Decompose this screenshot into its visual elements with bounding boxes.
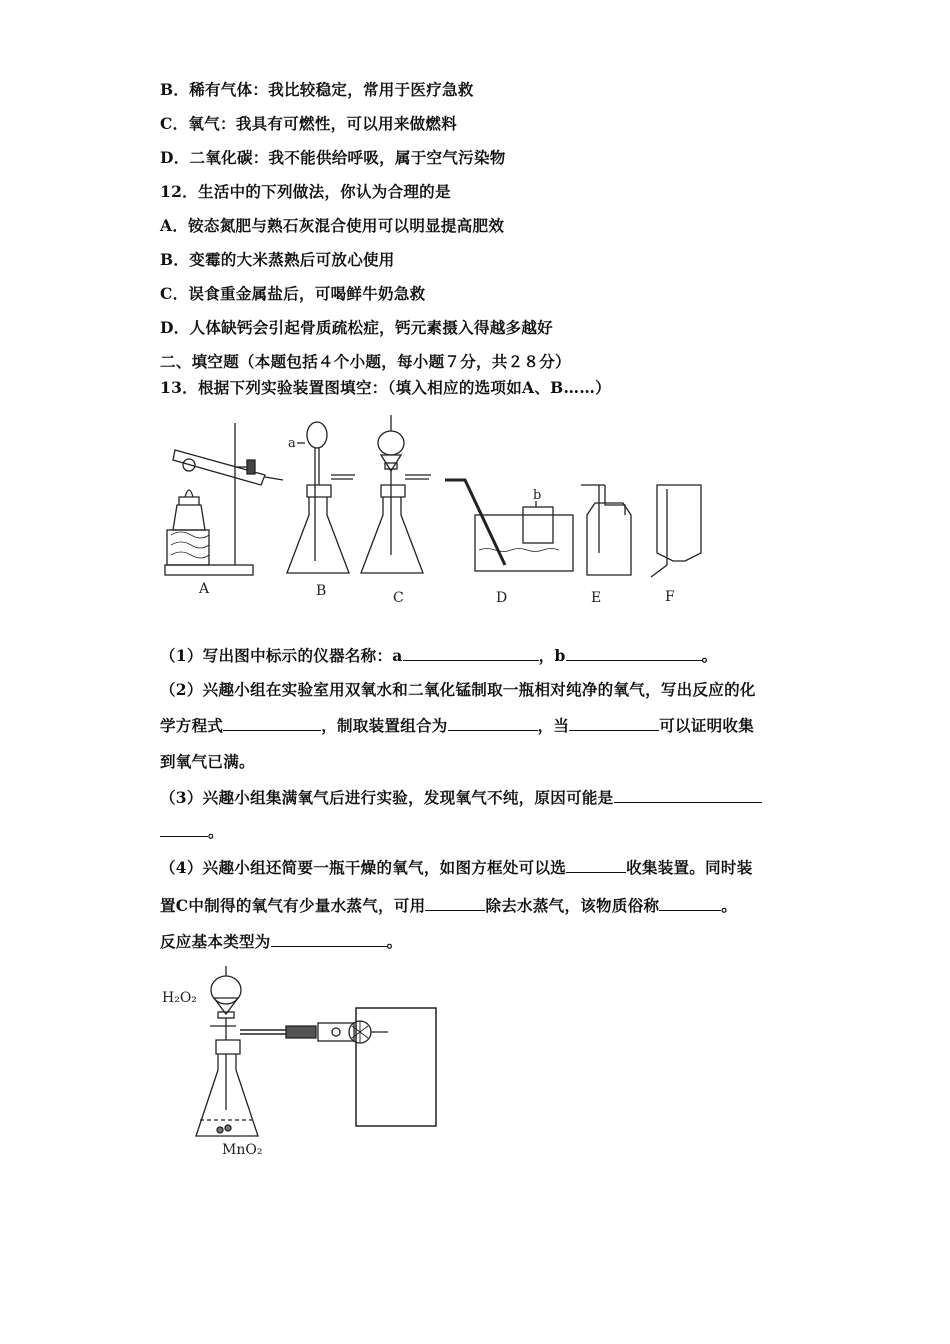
label-c: C (393, 590, 404, 605)
q13-part3-text: （3）兴趣小组集满氧气后进行实验，发现氧气不纯，原因可能是 (160, 788, 614, 807)
q13-part3-line1 (160, 786, 762, 808)
q13-part1-mid: ，b (538, 646, 566, 665)
q13-part1-end: 。 (701, 646, 718, 665)
q13-part1-prefix: （1）写出图中标示的仪器名称：a (160, 646, 403, 665)
q13-part2-b: ，制取装置组合为 (321, 716, 448, 735)
q13-part2-line2 (160, 714, 754, 736)
q13-part2-line3: 到氧气已满。 (160, 752, 255, 771)
q13-part2-d: 可以证明收集 (659, 716, 755, 735)
q13-part4-d: 除去水蒸气，该物质俗称 (485, 896, 660, 915)
q13-part4-g: 。 (386, 932, 403, 951)
q13-part4-f: 反应基本类型为 (160, 932, 271, 951)
label-f: F (665, 589, 675, 605)
q13-part2-line1: （2）兴趣小组在实验室用双氧水和二氧化锰制取一瓶相对纯净的氧气，写出反应的化 (160, 680, 756, 699)
label-mark-b: b (533, 488, 542, 503)
q11-option-b: B．稀有气体：我比较稳定，常用于医疗急救 (160, 80, 474, 99)
blank-desiccant[interactable] (425, 896, 485, 911)
q13-stem: 13．根据下列实验装置图填空：（填入相应的选项如A、B……） (160, 378, 611, 397)
q13-part3-line2 (160, 820, 224, 842)
drying-apparatus-figure (160, 960, 450, 1160)
q12-stem: 12．生活中的下列做法，你认为合理的是 (160, 182, 451, 201)
label-a: A (199, 581, 210, 597)
blank-reason[interactable] (614, 788, 762, 803)
blank-a[interactable] (403, 646, 539, 661)
blank-device-combo[interactable] (448, 716, 538, 731)
q13-part4-b: 收集装置。同时装 (626, 858, 753, 877)
q12-option-c: C．误食重金属盐后，可喝鲜牛奶急救 (160, 284, 426, 303)
q13-part2-c: ，当 (537, 716, 570, 735)
q12-option-a: A．铵态氮肥与熟石灰混合使用可以明显提高肥效 (160, 216, 505, 235)
q13-part4-line1 (160, 856, 753, 878)
blank-collect-device[interactable] (566, 858, 626, 873)
q12-option-b: B．变霉的大米蒸熟后可放心使用 (160, 250, 395, 269)
blank-common-name[interactable] (659, 896, 721, 911)
q12-option-d: D．人体缺钙会引起骨质疏松症，钙元素摄入得越多越好 (160, 318, 553, 337)
blank-b[interactable] (566, 646, 702, 661)
q11-option-d: D．二氧化碳：我不能供给呼吸，属于空气污染物 (160, 148, 506, 167)
q11-option-c: C．氧气：我具有可燃性，可以用来做燃料 (160, 114, 458, 133)
q13-part1 (160, 644, 717, 666)
label-b: B (316, 583, 327, 599)
q13-part3-end: 。 (208, 822, 224, 841)
blank-reason-cont[interactable] (160, 822, 208, 837)
q13-part4-e: 。 (721, 896, 738, 915)
q13-part2-a: 学方程式 (160, 716, 224, 735)
blank-reaction-type[interactable] (271, 932, 387, 947)
label-mno2: MnO₂ (222, 1142, 263, 1158)
label-mark-a: a (288, 436, 296, 451)
blank-equation[interactable] (223, 716, 321, 731)
label-h2o2: H₂O₂ (162, 990, 197, 1006)
apparatus-figure (155, 405, 715, 605)
label-d: D (496, 590, 508, 605)
label-e: E (591, 590, 602, 605)
blank-full-check[interactable] (569, 716, 659, 731)
section-heading: 二、填空题（本题包括４个小题，每小题７分，共２８分） (160, 352, 571, 371)
q13-part4-line2 (160, 894, 737, 916)
q13-part4-c: 置C中制得的氧气有少量水蒸气，可用 (160, 896, 426, 915)
q13-part4-line3 (160, 930, 402, 952)
q13-part4-a: （4）兴趣小组还简要一瓶干燥的氧气，如图方框处可以选 (160, 858, 567, 877)
